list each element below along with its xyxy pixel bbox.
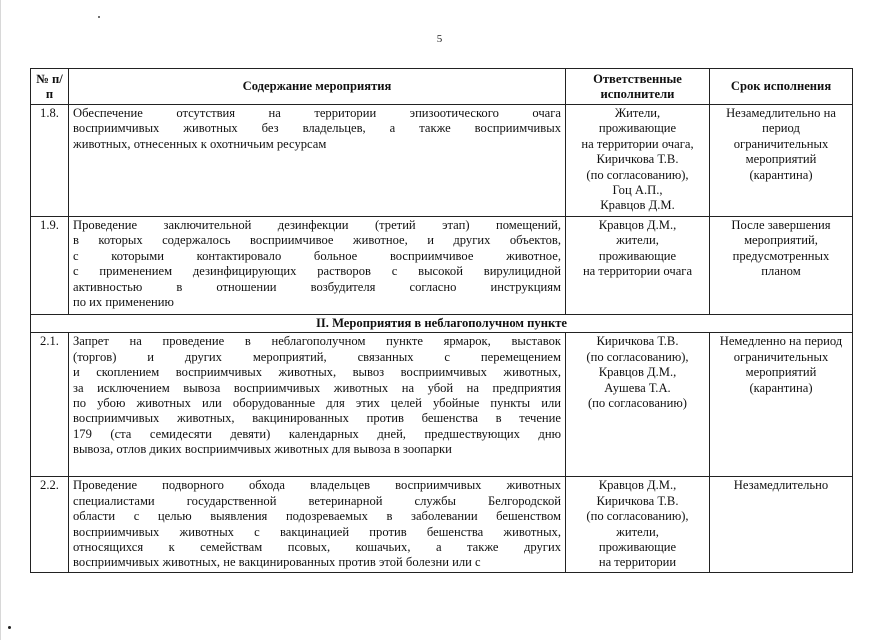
table-body-part-1: [31, 105, 853, 315]
section-body: [31, 315, 853, 333]
row-responsible: [566, 105, 710, 217]
responsible-line: на территории: [598, 555, 677, 570]
row-deadline: [710, 217, 853, 315]
responsible-line: на территории очага: [582, 264, 693, 279]
row-responsible: [566, 217, 710, 315]
content-line: вывоза, отлов диких восприимчивых животных для вывоза в зоопарки: [73, 442, 452, 457]
row-responsible: [566, 477, 710, 573]
responsible-line: (по согласованию),: [586, 509, 689, 524]
deadline-line: Незамедлительно на: [726, 106, 836, 120]
deadline-line: мероприятий (карантина): [745, 365, 817, 395]
content-line: в которых содержалось восприимчивое животное, и других объектов,: [73, 233, 561, 248]
content-line: восприимчивых животных без владельцев, а также восприимчивых: [73, 121, 561, 136]
content-line: относящихся к семействам псовых, кошачьих, а также других: [73, 540, 561, 555]
content-line: животных, отнесенных к охотничьим ресурсам: [73, 136, 327, 151]
table-row: [31, 105, 853, 217]
scan-speck: [98, 16, 100, 18]
responsible-line: Киричкова Т.В.: [596, 493, 679, 508]
header-deadline: Срок исполнения: [710, 69, 853, 105]
deadline-line: мероприятий,: [744, 233, 818, 248]
table-row: [31, 477, 853, 573]
content-line: Запрет на проведение в неблагополучном пункте ярмарок, выставок: [73, 334, 561, 349]
scan-dot: [8, 626, 11, 629]
deadline-line: ограничительных: [733, 349, 829, 364]
content-line: Проведение заключительной дезинфекции (третий этап) помещений,: [73, 218, 561, 232]
row-number: 1.9.: [31, 217, 69, 315]
row-content: [69, 477, 566, 573]
content-line: с которыми контактировало больное восприимчивое животное,: [73, 248, 561, 263]
responsible-line: на территории очага,: [581, 136, 694, 151]
content-line: восприимчивых животных, вакцинированных против бешенства в течение: [73, 411, 561, 426]
row-content: [69, 333, 566, 477]
row-deadline: [710, 333, 853, 477]
row-number: 2.2.: [31, 477, 69, 573]
content-line: с применением дезинфицирующих растворов с высокой вирулицидной: [73, 264, 561, 279]
responsible-line: Киричкова Т.В.: [596, 152, 679, 167]
content-line: за исключением вывоза восприимчивых животных на убой на предприятия: [73, 380, 561, 395]
responsible-line: жители,: [616, 233, 659, 248]
measures-table: [30, 68, 853, 573]
header-num: № п/п: [31, 69, 69, 105]
table-row: [31, 333, 853, 477]
responsible-line: жители,: [616, 524, 659, 539]
scan-edge-line: [0, 0, 1, 640]
responsible-line: Кравцов Д.М.,: [598, 365, 677, 380]
responsible-line: (по согласованию): [587, 396, 687, 411]
responsible-line: Жители,: [614, 106, 661, 120]
responsible-line: Аушева Т.А.: [604, 380, 671, 395]
deadline-line: период ограничительных: [733, 121, 829, 151]
deadline-line: предусмотренных планом: [732, 248, 830, 279]
content-line: области с целью выявления подозреваемых в заболевании бешенством: [73, 509, 561, 524]
responsible-line: Кравцов Д.М.,: [598, 218, 677, 232]
responsible-line: Кравцов Д.М.: [600, 198, 675, 213]
deadline-line: Немедленно на период: [719, 334, 843, 349]
content-line: Проведение подворного обхода владельцев восприимчивых животных: [73, 478, 561, 493]
responsible-line: Киричкова Т.В.: [596, 334, 679, 349]
responsible-line: проживающие: [598, 248, 677, 263]
content-line: и скоплением восприимчивых животных, вывоз восприимчивых животных,: [73, 365, 561, 380]
responsible-line: (по согласованию),: [586, 167, 689, 182]
responsible-line: Кравцов Д.М.,: [598, 478, 677, 493]
responsible-line: проживающие: [598, 540, 677, 555]
responsible-line: Гоц А.П.,: [612, 183, 663, 198]
deadline-line: После завершения: [731, 218, 831, 232]
content-line: (торгов) и других мероприятий, связанных с перемещением: [73, 349, 561, 364]
section-row: [31, 315, 853, 333]
content-line: восприимчивых животных с вакцинацией против бешенства животных,: [73, 524, 561, 539]
responsible-line: (по согласованию),: [586, 349, 689, 364]
page-number: 5: [436, 33, 443, 45]
content-line: Обеспечение отсутствия на территории эпизоотического очага: [73, 106, 561, 120]
content-line: восприимчивых животных, не вакцинированных против этой болезни или с: [73, 555, 481, 570]
row-number: 1.8.: [31, 105, 69, 217]
section-title: II. Мероприятия в неблагополучном пункте: [31, 315, 853, 333]
row-content: [69, 105, 566, 217]
content-line: по убою животных или оборудованные для этих целей убойные пункты или: [73, 396, 561, 411]
table-body-part-2: [31, 333, 853, 573]
row-responsible: [566, 333, 710, 477]
table-row: [31, 217, 853, 315]
row-content: [69, 217, 566, 315]
deadline-line: мероприятий (карантина): [745, 152, 817, 182]
row-deadline: [710, 105, 853, 217]
deadline-line: Незамедлительно: [733, 478, 829, 493]
header-content: Содержание мероприятия: [69, 69, 566, 105]
header-responsible: Ответственные исполнители: [566, 69, 710, 105]
content-line: активностью в отношении возбудителя согласно инструкциям: [73, 279, 561, 294]
table-header-row: [31, 69, 853, 105]
content-line: по их применению: [73, 295, 174, 310]
content-line: специалистами государственной ветеринарной службы Белгородской: [73, 493, 561, 508]
row-deadline: [710, 477, 853, 573]
responsible-line: проживающие: [598, 121, 677, 136]
row-number: 2.1.: [31, 333, 69, 477]
content-line: 179 (ста семидесяти девяти) календарных дней, предшествующих дню: [73, 426, 561, 441]
